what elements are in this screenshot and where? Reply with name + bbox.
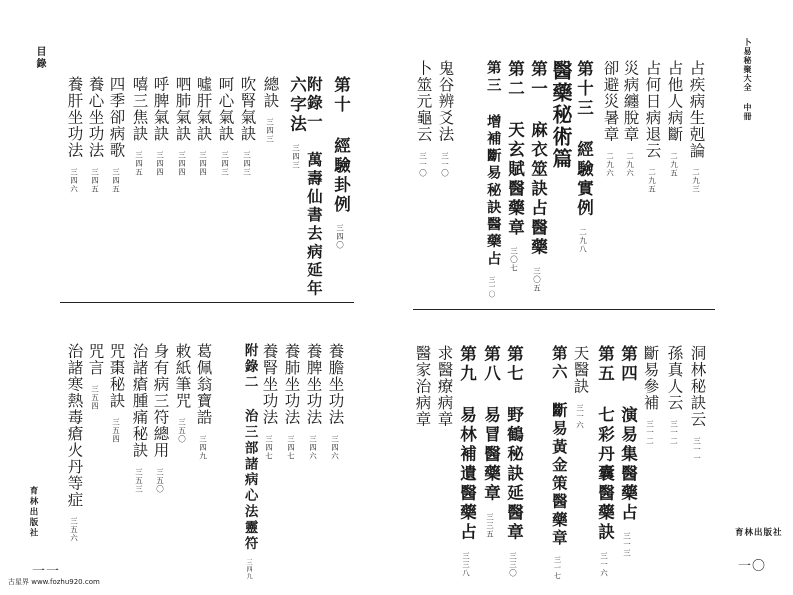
toc-entry-page: 三五四 — [111, 418, 121, 444]
toc-entry-page: 三三〇 — [508, 551, 518, 577]
toc-entry — [688, 60, 704, 194]
toc-entry-title: 呼脾氣訣 — [151, 76, 170, 142]
toc-entry — [305, 343, 321, 460]
toc-entry-page: 二九八 — [578, 227, 588, 253]
toc-entry-title: 養肺坐功法 — [282, 343, 301, 426]
toc-entry — [644, 60, 660, 194]
toc-entry-page: 三一二 — [669, 420, 679, 446]
toc-entry — [242, 343, 259, 581]
toc-entry-page: 三〇七 — [509, 247, 519, 273]
toc-entry-title: 四季卻病歌 — [107, 76, 126, 159]
toc-entry-page: 三五六 — [69, 517, 79, 543]
right-page-number: 一〇 — [738, 559, 767, 574]
toc-entry-page: 三一七 — [553, 556, 562, 580]
toc-entry-title: 敕紙筆咒 — [173, 343, 192, 409]
toc-entry-title: 第四 演易集醫藥占 — [618, 345, 638, 523]
toc-entry-page: 三三五 — [485, 512, 495, 538]
toc-entry-title: 嘻三焦訣 — [130, 76, 149, 142]
toc-entry-page: 三四四 — [155, 151, 165, 177]
toc-entry-title: 養心坐功法 — [86, 76, 105, 159]
toc-entry — [108, 76, 124, 193]
toc-entry-page: 三四五 — [111, 167, 121, 193]
left-publisher: 育林出版社 — [28, 486, 38, 539]
left-page-label: 目錄 — [34, 46, 45, 70]
toc-entry — [484, 60, 502, 298]
toc-entry-page: 二九六 — [605, 151, 615, 177]
toc-entry-title: 第二 天玄賦醫藥章 — [505, 60, 525, 238]
toc-entry-title: 占他人病斷 — [665, 60, 684, 143]
left-page-number: 一一 — [32, 564, 61, 579]
toc-entry — [327, 343, 343, 460]
toc-entry — [415, 60, 431, 177]
toc-entry-page: 三四三 — [242, 151, 252, 177]
toc-entry-title: 占何日病退云 — [643, 60, 662, 159]
toc-entry-title: 養膽坐功法 — [326, 343, 345, 426]
toc-entry-title: 第十 經驗卦例 — [331, 76, 351, 215]
toc-entry — [87, 343, 103, 411]
toc-entry — [262, 76, 278, 144]
toc-entry-page: 三一六 — [575, 403, 585, 429]
toc-entry-page: 三一〇 — [488, 275, 496, 298]
toc-entry-title: 第九 易林補遺醫藥占 — [457, 345, 477, 543]
toc-entry-title: 災病纏脫章 — [621, 60, 640, 143]
toc-entry-page: 三四五 — [90, 167, 100, 193]
toc-entry — [195, 343, 211, 460]
toc-entry-page: 三一六 — [599, 551, 609, 577]
toc-entry-page: 二九三 — [691, 168, 701, 194]
toc-entry — [437, 60, 453, 177]
toc-entry-title: 養腎坐功法 — [260, 343, 279, 426]
toc-entry-title: 洞林秘訣云 — [688, 345, 707, 428]
toc-entry-title: 醫家治病章 — [413, 345, 432, 428]
toc-entry-page: 三五四 — [90, 385, 100, 411]
toc-entry-title: 第八 易冒醫藥章 — [481, 345, 501, 504]
toc-entry-title: 總訣 — [261, 76, 280, 109]
toc-entry — [506, 60, 523, 273]
toc-entry — [602, 60, 618, 177]
toc-entry-title: 身有病三符總用 — [151, 343, 170, 459]
toc-entry — [332, 76, 349, 250]
toc-entry — [66, 343, 82, 543]
toc-entry — [195, 76, 211, 177]
toc-entry-page: 三四四 — [198, 151, 208, 177]
toc-entry — [66, 76, 82, 193]
toc-entry-title: 咒言 — [86, 343, 105, 376]
toc-entry — [622, 60, 638, 177]
toc-entry — [642, 345, 658, 446]
left-page-divider — [60, 302, 354, 303]
site-watermark: 古星界 www.fozhu920.com — [8, 578, 100, 586]
toc-entry-page: 三五〇 — [177, 418, 187, 444]
toc-entry-title: 孫真人云 — [665, 345, 684, 411]
toc-entry — [87, 76, 103, 193]
toc-entry-page: 三四七 — [286, 434, 296, 460]
toc-entry-page: 三五三 — [134, 467, 144, 493]
toc-entry-page: 三一一 — [692, 436, 702, 462]
toc-entry-page: 三四三 — [220, 151, 230, 177]
toc-entry-title: 第十三 經驗實例 — [574, 60, 594, 219]
toc-entry-title: 第一 麻衣筮訣占醫藥 — [528, 60, 548, 258]
toc-entry — [152, 76, 168, 177]
toc-entry-page: 三三八 — [461, 551, 471, 577]
toc-entry-page: 三五〇 — [155, 467, 165, 493]
toc-entry — [619, 345, 636, 558]
toc-entry-page: 三四三 — [265, 118, 275, 144]
toc-entry-page: 二九五 — [669, 151, 679, 177]
toc-entry-title: 呵心氣訣 — [216, 76, 235, 142]
toc-entry — [551, 60, 571, 170]
toc-entry — [288, 76, 305, 169]
toc-entry-title: 醫藥秘術篇 — [549, 60, 573, 170]
toc-entry-title: 附錄二 治三部諸病心法靈符 — [242, 343, 259, 552]
toc-entry — [174, 343, 190, 444]
toc-entry — [549, 345, 568, 580]
toc-entry-title: 葛佩翁寶誥 — [194, 343, 213, 426]
toc-entry-title: 第七 野鶴秘訣延醫章 — [504, 345, 524, 543]
toc-entry — [261, 343, 277, 460]
toc-entry-title: 卻避災暑章 — [601, 60, 620, 143]
toc-entry-page: 三四九 — [245, 559, 254, 581]
toc-entry-title: 鬼谷辨爻法 — [436, 60, 455, 143]
toc-entry — [152, 343, 168, 493]
toc-entry — [666, 60, 682, 177]
toc-entry — [689, 345, 705, 462]
toc-entry — [217, 76, 233, 177]
toc-entry-page: 三〇五 — [532, 266, 542, 292]
toc-entry — [131, 343, 147, 493]
toc-entry — [482, 345, 499, 538]
toc-entry-title: 六字法 — [287, 76, 307, 135]
toc-entry-page: 三一三 — [622, 532, 632, 558]
toc-entry-title: 吹腎氣訣 — [238, 76, 257, 142]
toc-entry — [239, 76, 255, 177]
toc-entry-page: 三一〇 — [440, 151, 450, 177]
toc-entry — [458, 345, 475, 577]
toc-entry-title: 求醫療病章 — [435, 345, 454, 428]
toc-entry — [304, 76, 323, 299]
toc-entry — [575, 60, 592, 253]
toc-entry-title: 第六 斷易黃金策醫藥章 — [549, 345, 568, 548]
toc-entry — [436, 345, 452, 428]
toc-entry-title: 呬肺氣訣 — [173, 76, 192, 142]
toc-entry — [596, 345, 613, 577]
toc-entry-title: 第三 增補斷易秘訣醫藥占 — [484, 60, 502, 268]
toc-entry-page: 三四九 — [198, 434, 208, 460]
toc-entry-page: 三一二 — [645, 420, 655, 446]
toc-entry-page: 三四五 — [134, 151, 144, 177]
toc-entry-page: 三一〇 — [418, 151, 428, 177]
toc-entry-title: 第五 七彩丹囊醫藥訣 — [595, 345, 615, 543]
toc-entry — [572, 345, 588, 429]
toc-entry-page: 三四三 — [291, 143, 301, 169]
toc-entry — [505, 345, 522, 577]
toc-entry-page: 三四四 — [177, 151, 187, 177]
toc-entry-title: 斷易參補 — [641, 345, 660, 411]
toc-entry-page: 三四六 — [308, 434, 318, 460]
toc-entry — [414, 345, 430, 428]
toc-entry-title: 咒棗秘訣 — [107, 343, 126, 409]
toc-entry — [108, 343, 124, 444]
toc-entry-page: 三四六 — [330, 434, 340, 460]
toc-entry — [666, 345, 682, 446]
toc-entry-title: 卜筮元龜云 — [414, 60, 433, 143]
toc-entry-title: 噓肝氣訣 — [194, 76, 213, 142]
toc-entry-page: 三四七 — [264, 434, 274, 460]
toc-entry-page: 三四六 — [69, 167, 79, 193]
toc-entry-title: 附錄一 萬壽仙書去病延年 — [304, 76, 323, 299]
toc-entry-title: 占疾病生剋論 — [687, 60, 706, 159]
toc-entry-title: 治諸瘡腫痛秘訣 — [130, 343, 149, 459]
toc-entry-page: 二九五 — [647, 168, 657, 194]
toc-entry-title: 天醫訣 — [571, 345, 590, 395]
toc-entry — [529, 60, 546, 292]
toc-entry-page: 二九六 — [625, 151, 635, 177]
right-page-divider — [413, 309, 715, 310]
right-page-label: 卜易秘聚大全 中冊 — [743, 38, 753, 121]
toc-entry — [131, 76, 147, 177]
toc-entry-title: 治諸寒熱毒瘡火丹等症 — [65, 343, 84, 508]
toc-entry — [283, 343, 299, 460]
toc-entry — [174, 76, 190, 177]
toc-entry-page: 三四〇 — [335, 224, 345, 250]
right-publisher: 育林出版社 — [735, 528, 783, 538]
toc-entry-title: 養脾坐功法 — [304, 343, 323, 426]
toc-entry-title: 養肝坐功法 — [65, 76, 84, 159]
